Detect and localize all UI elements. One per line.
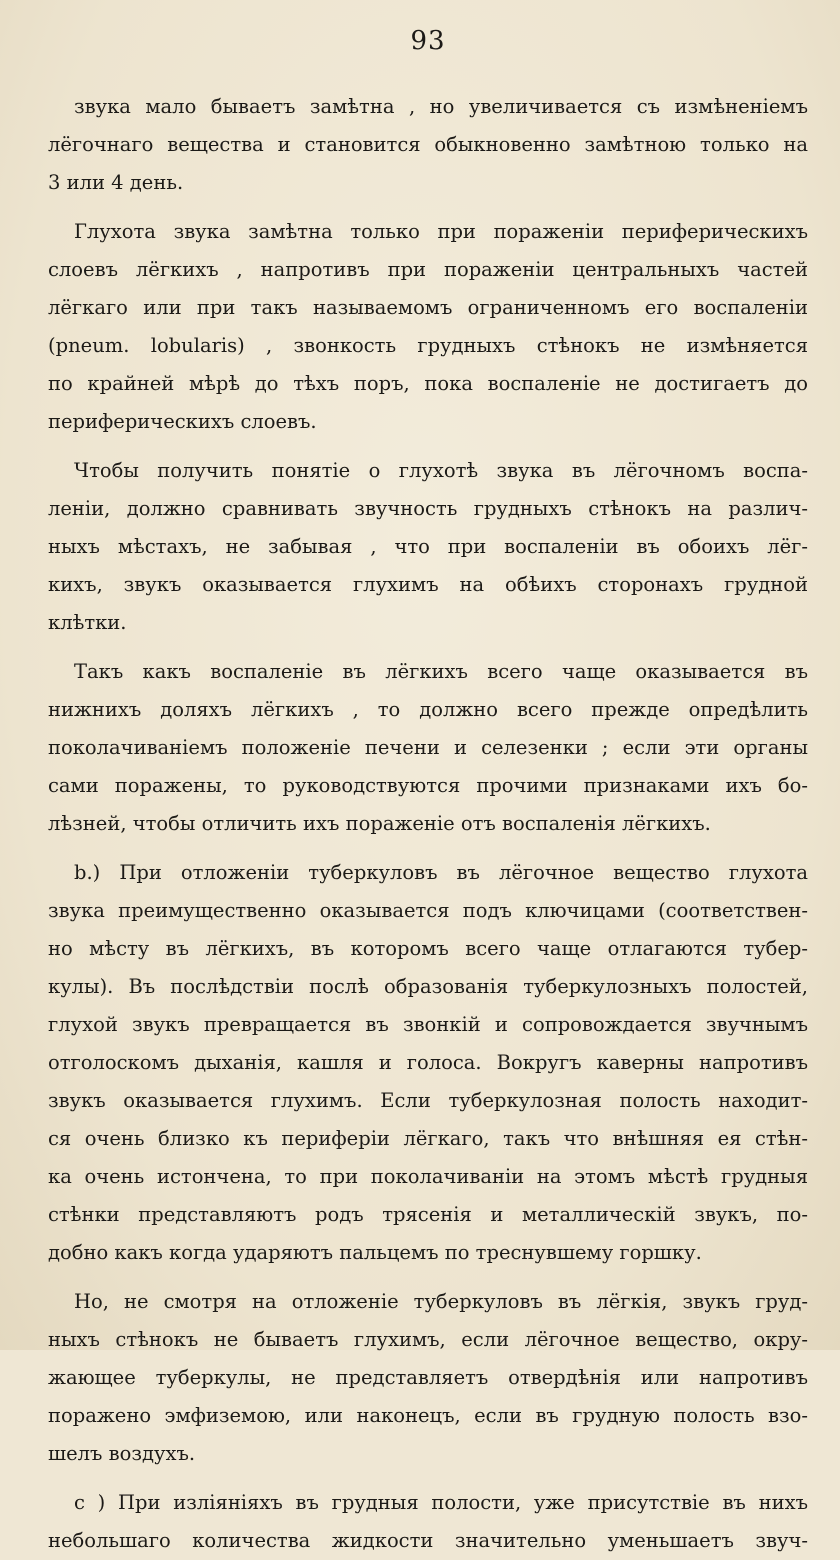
text-line: c ) При изліяніяхъ въ грудныя полости, уже присутствіе въ нихъ xyxy=(74,1491,808,1514)
text-line: но мѣсту въ лёгкихъ, въ которомъ всего чаще отлагаются тубер- xyxy=(48,937,808,960)
text-line: поражено эмфиземою, или наконецъ, если въ грудную полость взо- xyxy=(48,1404,808,1427)
page-number: 93 xyxy=(410,26,446,56)
text-line: звука преимущественно оказывается подъ ключицами (соответствен- xyxy=(48,899,808,922)
paragraph xyxy=(48,854,808,1272)
text-line: лёгкаго или при такъ называемомъ ограниченномъ его воспаленіи xyxy=(48,296,808,319)
paragraph xyxy=(48,452,808,642)
text-line: звукъ оказывается глухимъ. Если туберкулозная полость находит- xyxy=(48,1089,808,1112)
paragraph xyxy=(48,213,808,441)
text-line: по крайней мѣрѣ до тѣхъ поръ, пока воспаленіе не достигаетъ до xyxy=(48,372,808,395)
paragraph xyxy=(48,88,808,202)
text-line: Глухота звука замѣтна только при пораженіи периферическихъ xyxy=(74,220,808,243)
text-line: клѣтки. xyxy=(48,611,127,634)
text-line: леніи, должно сравнивать звучность грудныхъ стѣнокъ на различ- xyxy=(48,497,808,520)
text-line: ныхъ стѣнокъ не бываетъ глухимъ, если лёгочное вещество, окру- xyxy=(48,1328,808,1351)
text-line: периферическихъ слоевъ. xyxy=(48,410,317,433)
text-line: глухой звукъ превращается въ звонкій и сопровождается звучнымъ xyxy=(48,1013,808,1036)
text-line: Но, не смотря на отложеніе туберкуловъ въ лёгкія, звукъ груд- xyxy=(74,1290,808,1313)
text-line: жающее туберкулы, не представляетъ отвердѣнія или напротивъ xyxy=(48,1366,808,1389)
text-line: нижнихъ доляхъ лёгкихъ , то должно всего прежде опредѣлить xyxy=(48,698,808,721)
text-line: слоевъ лёгкихъ , напротивъ при пораженіи центральныхъ частей xyxy=(48,258,808,281)
text-line: лѣзней, чтобы отличить ихъ пораженіе отъ воспаленія лёгкихъ. xyxy=(48,812,711,835)
text-line: b.) При отложеніи туберкуловъ въ лёгочное вещество глухота xyxy=(74,861,808,884)
text-line: 3 или 4 день. xyxy=(48,171,184,194)
text-line: (pneum. lobularis) , звонкость грудныхъ стѣнокъ не измѣняется xyxy=(48,334,808,357)
text-line: стѣнки представляютъ родъ трясенія и металлическій звукъ, по- xyxy=(48,1203,808,1226)
text-line: Чтобы получить понятіе о глухотѣ звука въ лёгочномъ воспа- xyxy=(74,459,808,482)
text-line: отголоскомъ дыханія, кашля и голоса. Вокругъ каверны напротивъ xyxy=(48,1051,808,1074)
paragraph xyxy=(48,1484,808,1560)
text-line: лёгочнаго вещества и становится обыкновенно замѣтною только на xyxy=(48,133,808,156)
paragraph xyxy=(48,1283,808,1473)
text-line: ся очень близко къ периферіи лёгкаго, такъ что внѣшняя ея стѣн- xyxy=(48,1127,808,1150)
text-line: сами поражены, то руководствуются прочими признаками ихъ бо- xyxy=(48,774,808,797)
paragraph xyxy=(48,653,808,843)
text-line: звука мало бываетъ замѣтна , но увеличивается съ измѣненіемъ xyxy=(74,95,808,118)
text-body xyxy=(48,88,808,1560)
text-line: кулы). Въ послѣдствіи послѣ образованія туберкулозныхъ полостей, xyxy=(48,975,808,998)
text-line: Такъ какъ воспаленіе въ лёгкихъ всего чаще оказывается въ xyxy=(74,660,808,683)
text-line: ка очень истончена, то при поколачиваніи на этомъ мѣстѣ грудныя xyxy=(48,1165,808,1188)
text-line: шелъ воздухъ. xyxy=(48,1442,196,1465)
text-line: небольшаго количества жидкости значительно уменьшаетъ звуч- xyxy=(48,1529,808,1552)
text-line: ныхъ мѣстахъ, не забывая , что при воспаленіи въ обоихъ лёг- xyxy=(48,535,808,558)
text-line: поколачиваніемъ положеніе печени и селезенки ; если эти органы xyxy=(48,736,808,759)
text-line: добно какъ когда ударяютъ пальцемъ по треснувшему горшку. xyxy=(48,1241,702,1264)
text-line: кихъ, звукъ оказывается глухимъ на обѣихъ сторонахъ грудной xyxy=(48,573,808,596)
